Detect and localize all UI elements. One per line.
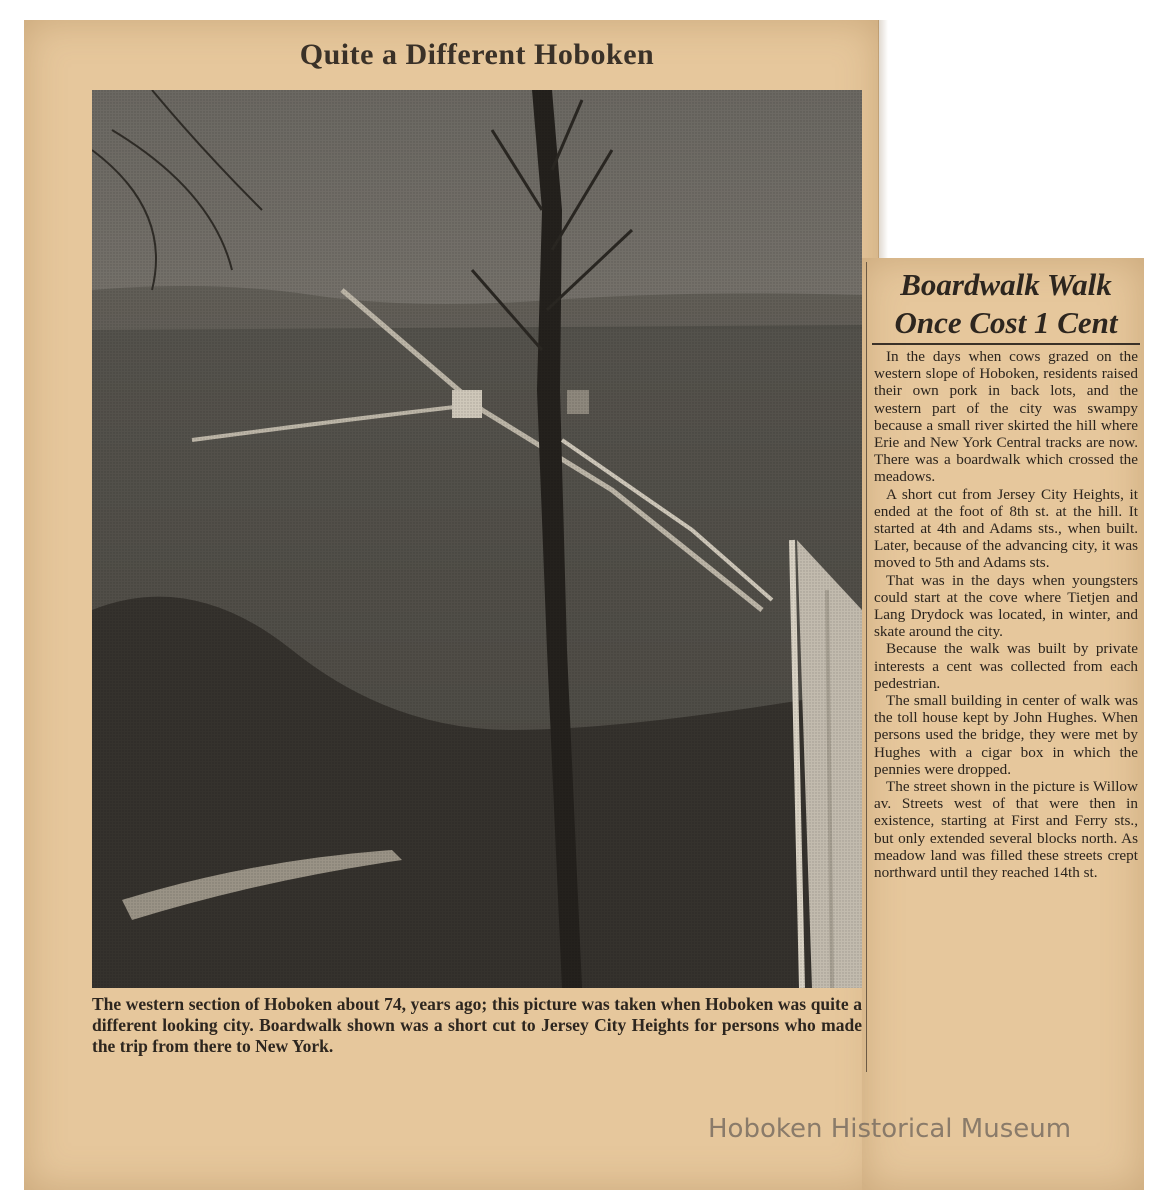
museum-watermark: Hoboken Historical Museum — [708, 1114, 1072, 1144]
article-paragraph: The small building in center of walk was the toll house kept by John Hughes. When persons used the bridge, they were met by Hughes with a cigar box in which the pennies were dropped. — [874, 692, 1138, 778]
article-paragraph: That was in the days when youngsters could start at the cove where Tietjen and Lang Drydock was located, in winter, and skate around the city. — [874, 571, 1138, 641]
article-paragraph: In the days when cows grazed on the western slope of Hoboken, residents raised their own pork in back lots, and the western part of the city was swampy because a small river skirted the hill where Erie and New York Central tracks are now. There was a boardwalk which crossed the meadows. — [874, 348, 1138, 486]
clipping-headline: Quite a Different Hoboken — [299, 38, 655, 71]
article-headline — [872, 266, 1140, 342]
article-headline-line-2: Once Cost 1 Cent — [894, 305, 1118, 340]
article-paragraph: The street shown in the picture is Willow av. Streets west of that were then in existence, starting at First and Ferry sts., but only extended several blocks north. As meadow land was filled these streets crept northward until they reached 14th st. — [874, 778, 1138, 882]
column-divider — [866, 262, 867, 1072]
article-headline-line-1: Boardwalk Walk — [900, 267, 1112, 302]
historic-photo — [92, 90, 862, 988]
clipping-edge-shadow — [878, 20, 888, 258]
photo-boardwalk-meadows-icon — [92, 90, 862, 988]
article-body — [874, 348, 1138, 881]
photo-caption: The western section of Hoboken about 74, years ago; this picture was taken when Hoboken was quite a different looking city. Boardwalk shown was a short cut to Jersey City Heights for persons who made the trip from there to New York. — [92, 994, 862, 1056]
article-paragraph: Because the walk was built by private interests a cent was collected from each pedestrian. — [874, 640, 1138, 692]
article-paragraph: A short cut from Jersey City Heights, it ended at the foot of 8th st. at the hill. It started at 4th and Adams sts., when built. Later, because of the advancing city, it was moved to 5th and Adams sts. — [874, 485, 1138, 572]
headline-rule — [872, 343, 1140, 345]
